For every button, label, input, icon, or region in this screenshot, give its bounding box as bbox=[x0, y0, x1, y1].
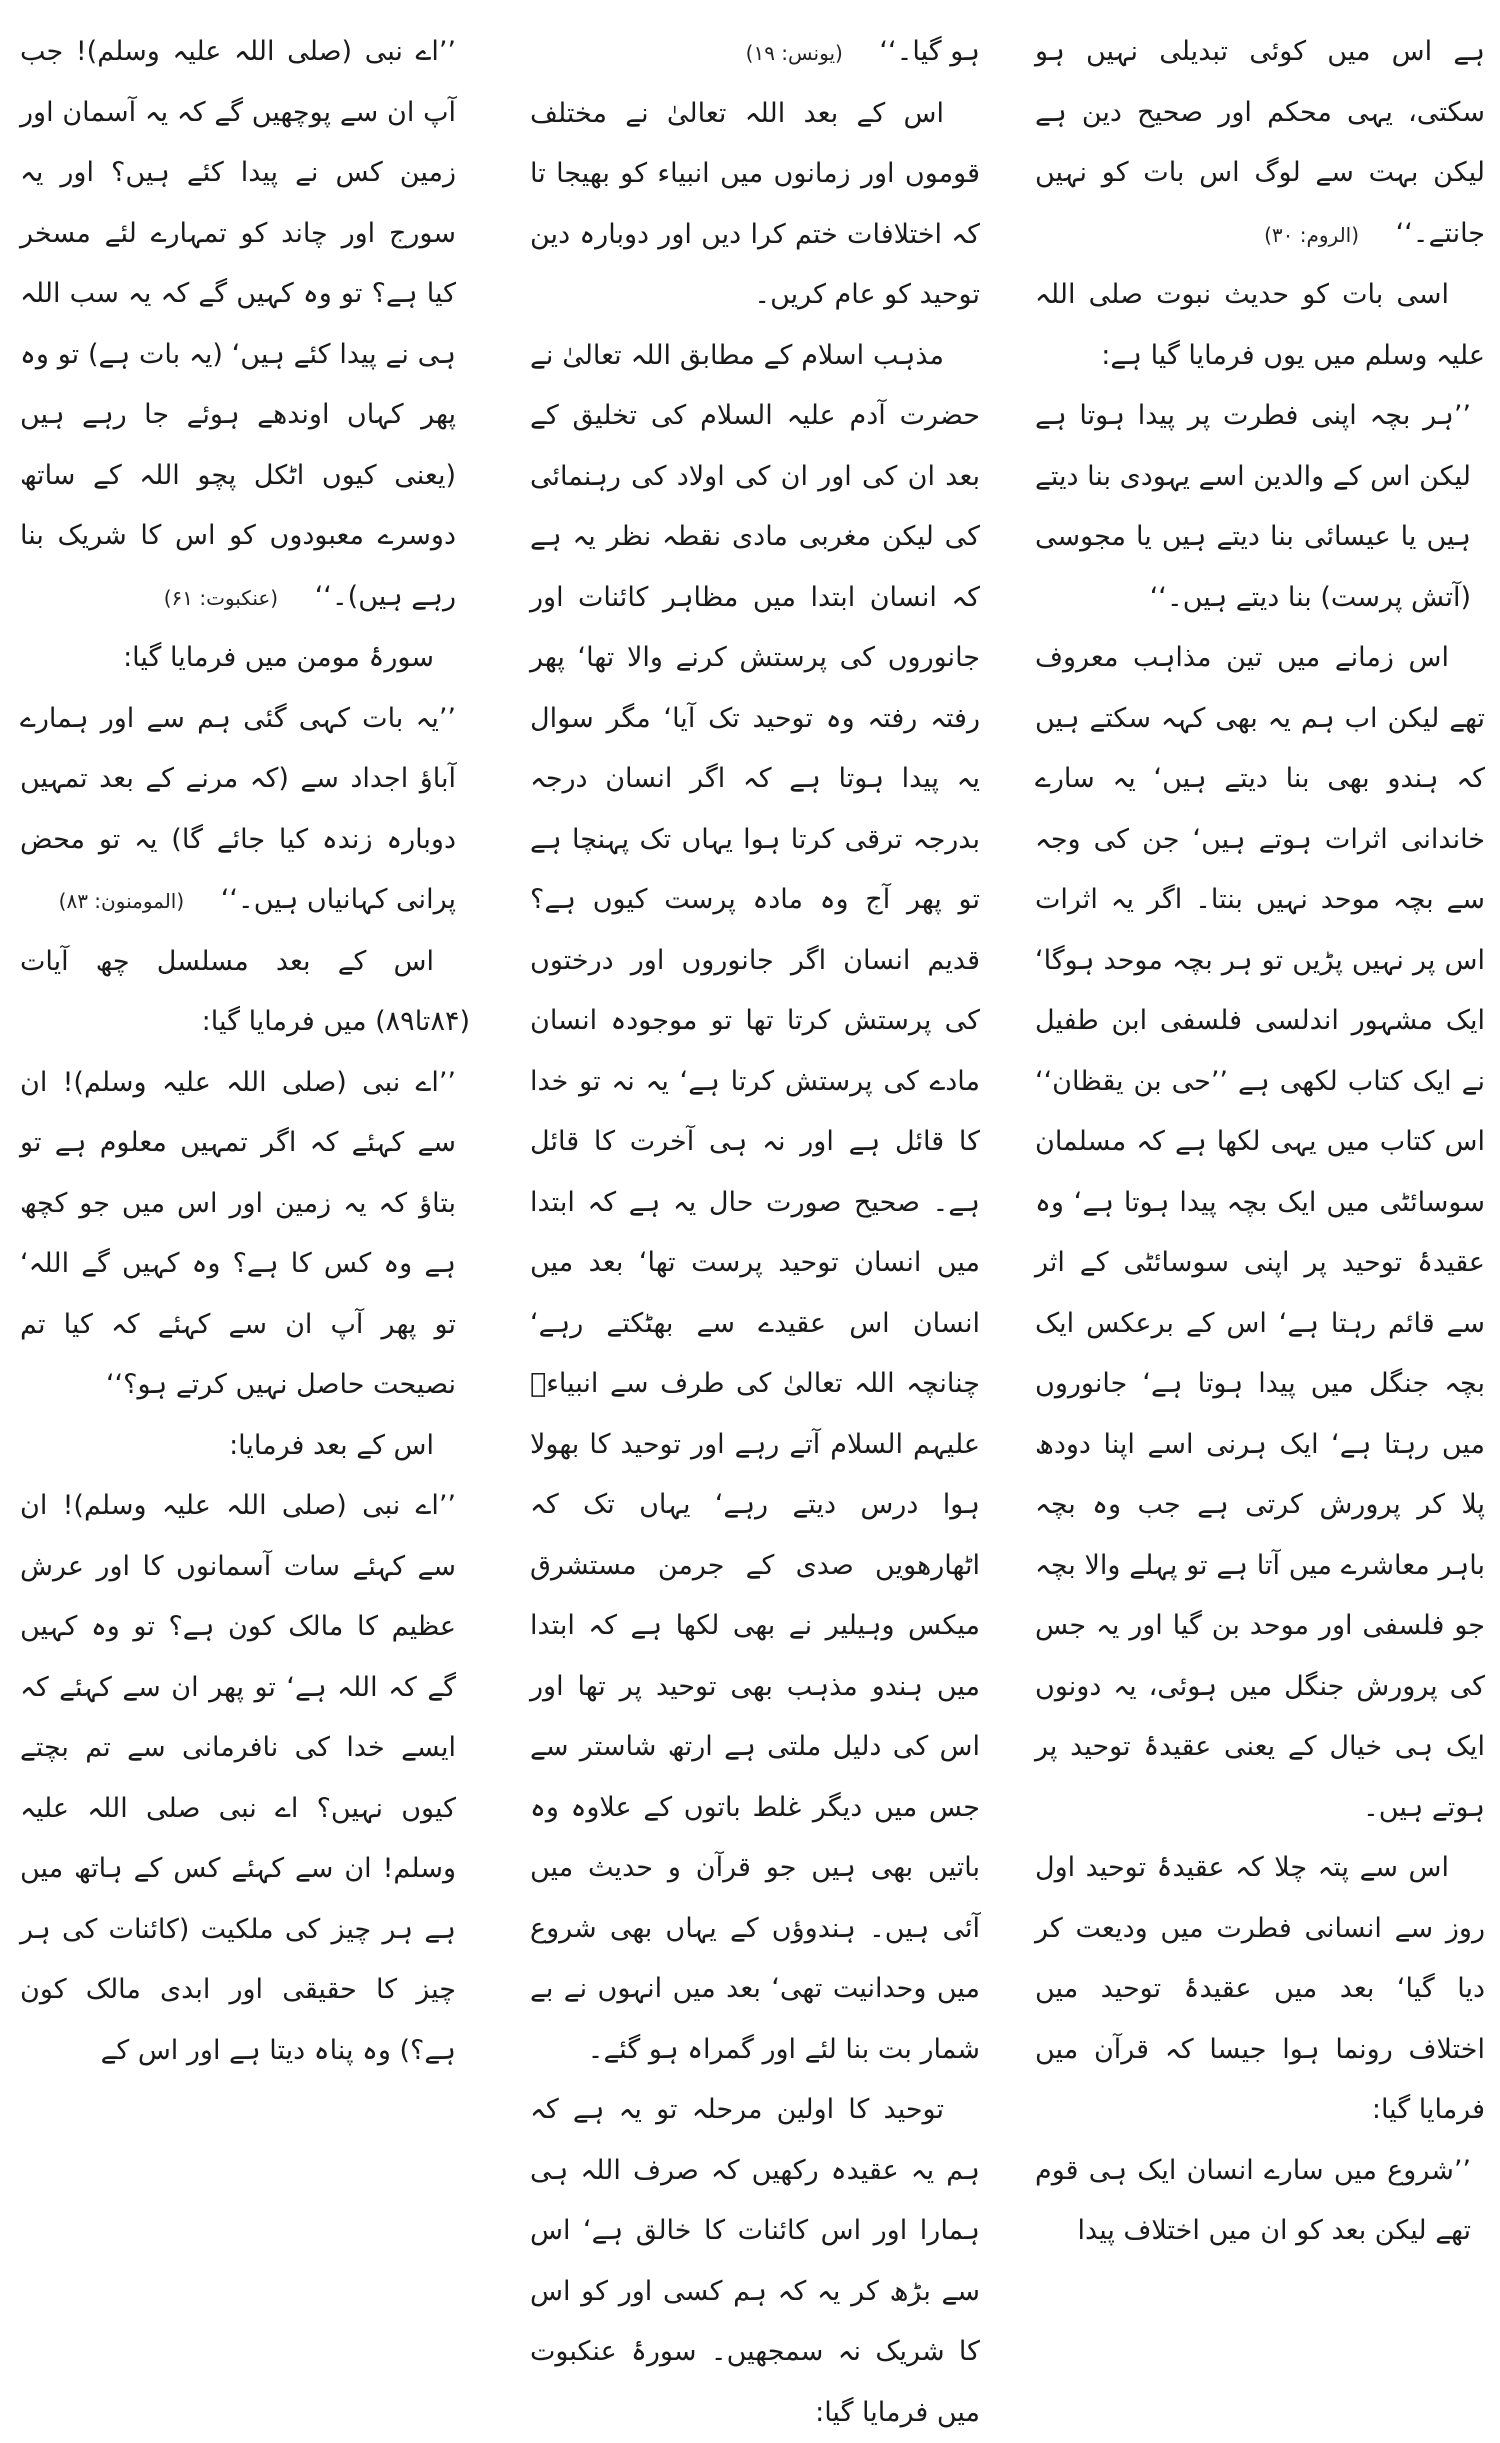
paragraph-text: ہو گیا۔‘‘ bbox=[879, 36, 980, 67]
paragraph-text: ہے اس میں کوئی تبدیلی نہیں ہو سکتی، یہی محکم اور صحیح دین ہے لیکن بہت سے لوگ اس بات کو نہیں جانتے۔‘‘ bbox=[1035, 36, 1485, 249]
paragraph-text: ’’ہر بچہ اپنی فطرت پر پیدا ہوتا ہے لیکن اس کے والدین اسے یہودی بنا دیتے ہیں یا عیسائی بنا دیتے ہیں یا مجوسی (آتش پرست) بنا دیتے ہیں۔‘‘ bbox=[1035, 400, 1471, 613]
paragraph-text: سورۂ مومن میں فرمایا گیا: bbox=[123, 642, 434, 673]
paragraph-text: اس زمانے میں تین مذاہب معروف تھے لیکن اب ہم یہ بھی کہہ سکتے ہیں کہ ہندو بھی بنا دیتے ہیں‘ یہ سارے خاندانی اثرات ہوتے ہیں‘ جن کی وجہ سے بچہ موحد نہیں بنتا۔ اگر یہ اثرات اس پر نہیں پڑیں تو ہر بچہ موحد ہوگا‘ ایک مشہور اندلسی فلسفی ابن طفیل نے ایک کتاب لکھی ہے ’’حی بن یقظان‘‘ اس کتاب میں یہی لکھا ہے کہ مسلمان سوسائٹی میں ایک بچہ پیدا ہوتا ہے‘ وہ عقیدۂ توحید پر اپنی سوسائٹی کے اثر سے قائم رہتا ہے‘ اس کے برعکس ایک بچہ جنگل میں پیدا ہوتا ہے‘ جانوروں میں رہتا ہے‘ ایک ہرنی اسے اپنا دودھ پلا کر پرورش کرتی ہے جب وہ بچہ باہر معاشرے میں آتا ہے تو پہلے والا بچہ جو فلسفی اور موحد بن گیا اور یہ جس کی پرورش جنگل میں ہوئی، یہ دونوں ایک ہی خیال کے یعنی عقیدۂ توحید پر ہوتے ہیں۔ bbox=[1035, 642, 1485, 1823]
quotation bbox=[20, 22, 470, 628]
paragraph-text: ’’اے نبی (صلی اللہ علیہ وسلم)! جب آپ ان سے پوچھیں گے کہ یہ آسمان اور زمین کس نے پیدا کئے ہیں؟ اور یہ سورج اور چاند کو تمہارے لئے مسخر کیا ہے؟ تو وہ کہیں گے کہ یہ سب اللہ ہی نے پیدا کئے ہیں‘ (یہ بات ہے) تو وہ پھر کہاں اوندھے ہوئے جا رہے ہیں (یعنی کیوں اٹکل پچو اللہ کے ساتھ دوسرے معبودوں کو اس کا شریک بنا رہے ہیں)۔‘‘ bbox=[20, 36, 457, 612]
paragraph bbox=[1035, 22, 1485, 265]
paragraph bbox=[20, 1416, 470, 1477]
paragraph-text: ’’شروع میں سارے انسان ایک ہی قوم تھے لیکن بعد کو ان میں اختلاف پیدا bbox=[1035, 2154, 1471, 2246]
paragraph bbox=[1035, 265, 1485, 386]
text-column-right bbox=[1035, 22, 1485, 2262]
text-column-middle bbox=[530, 22, 980, 2443]
verse-reference: (المومنون: ۸۳) bbox=[58, 889, 185, 913]
paragraph-text: توحید کا اولین مرحلہ تو یہ ہے کہ ہم یہ عقیدہ رکھیں کہ صرف اللہ ہی ہمارا اور اس کائنات کا خالق ہے‘ اس سے بڑھ کر یہ کہ ہم کسی اور کو اس کا شریک نہ سمجھیں۔ سورۂ عنکبوت میں فرمایا گیا: bbox=[530, 2094, 980, 2428]
quotation bbox=[20, 1053, 470, 1416]
quotation bbox=[1035, 2141, 1485, 2262]
paragraph-text: ’’اے نبی (صلی اللہ علیہ وسلم)! ان سے کہئے سات آسمانوں کا اور عرش عظیم کا مالک کون ہے؟ تو وہ کہیں گے کہ اللہ ہے‘ تو پھر ان سے کہئے کہ ایسے خدا کی نافرمانی سے تم بچتے کیوں نہیں؟ اے نبی صلی اللہ علیہ وسلم! ان سے کہئے کس کے ہاتھ میں ہے ہر چیز کی ملکیت (کائنات کی ہر چیز کا حقیقی اور ابدی مالک کون ہے؟) وہ پناہ دیتا ہے اور اس کے bbox=[20, 1490, 456, 2066]
verse-reference: (الروم: ۳۰) bbox=[1264, 222, 1360, 247]
verse-reference: (یونس: ۱۹) bbox=[745, 41, 843, 65]
quotation bbox=[20, 689, 470, 932]
paragraph bbox=[1035, 1838, 1485, 2141]
text-column-left bbox=[20, 22, 470, 2081]
verse-reference: (عنکبوت: ۶۱) bbox=[163, 585, 279, 610]
paragraph-text: ’’اے نبی (صلی اللہ علیہ وسلم)! ان سے کہئے کہ اگر تمہیں معلوم ہے تو بتاؤ کہ یہ زمین اور اس میں جو کچھ ہے وہ کس کا ہے؟ وہ کہیں گے اللہ‘ تو پھر آپ ان سے کہئے کہ کیا تم نصیحت حاصل نہیں کرتے ہو؟‘‘ bbox=[20, 1066, 456, 1400]
paragraph bbox=[530, 84, 980, 326]
paragraph-text: اس کے بعد فرمایا: bbox=[229, 1429, 434, 1461]
paragraph bbox=[530, 22, 980, 84]
paragraph bbox=[530, 2080, 980, 2443]
paragraph-text: ’’یہ بات کہی گئی ہم سے اور ہمارے آباؤ اجداد سے (کہ مرنے کے بعد تمہیں دوبارہ زندہ کیا جائے گا) یہ تو محض پرانی کہانیاں ہیں۔‘‘ bbox=[20, 702, 456, 915]
paragraph-text: اس سے پتہ چلا کہ عقیدۂ توحید اول روز سے انسانی فطرت میں ودیعت کر دیا گیا‘ بعد میں عقیدۂ توحید میں اختلاف رونما ہوا جیسا کہ قرآن میں فرمایا گیا: bbox=[1035, 1852, 1485, 2125]
paragraph-text: اس کے بعد مسلسل چھ آیات (۸۴تا۸۹) میں فرمایا گیا: bbox=[20, 945, 470, 1037]
paragraph-text: اس کے بعد اللہ تعالیٰ نے مختلف قوموں اور زمانوں میں انبیاء کو بھیجا تا کہ اختلافات ختم کرا دیں اور دوبارہ دین توحید کو عام کریں۔ bbox=[530, 97, 980, 310]
paragraph-text: مذہب اسلام کے مطابق اللہ تعالیٰ نے حضرت آدم علیہ السلام کی تخلیق کے بعد ان کی اور ان کی اولاد کی رہنمائی کی لیکن مغربی مادی نقطہ نظر یہ ہے کہ انسان ابتدا میں مظاہر کائنات اور جانوروں کی پرستش کرنے والا تھا‘ پھر رفتہ رفتہ وہ توحید تک آیا‘ مگر سوال یہ پیدا ہوتا ہے کہ اگر انسان درجہ بدرجہ ترقی کرتا ہوا یہاں تک پہنچا ہے تو پھر آج وہ مادہ پرست کیوں ہے؟ قدیم انسان اگر جانوروں اور درختوں کی پرستش کرتا تھا تو موجودہ انسان مادے کی پرستش کرتا ہے‘ یہ نہ تو خدا کا قائل ہے اور نہ ہی آخرت کا قائل ہے۔ صحیح صورت حال یہ ہے کہ ابتدا میں انسان توحید پرست تھا‘ بعد میں انسان اس عقیدے سے بھٹکتے رہے‘ چنانچہ اللہ تعالیٰ کی طرف سے انبیاءؑ علیہم السلام آتے رہے اور توحید کا بھولا ہوا درس دیتے رہے‘ یہاں تک کہ اٹھارھویں صدی کے جرمن مستشرق میکس وہیلیر نے بھی لکھا ہے کہ ابتدا میں ہندو مذہب بھی توحید پر تھا اور اس کی دلیل ملتی ہے ارتھ شاستر سے جس میں دیگر غلط باتوں کے علاوہ وہ باتیں بھی ہیں جو قرآن و حدیث میں آئی ہیں۔ ہندوؤں کے یہاں بھی شروع میں وحدانیت تھی‘ بعد میں انہوں نے بے شمار بت بنا لئے اور گمراہ ہو گئے۔ bbox=[530, 339, 980, 2065]
paragraph bbox=[530, 326, 980, 2081]
paragraph bbox=[1035, 628, 1485, 1838]
paragraph-text: اسی بات کو حدیث نبوت صلی اللہ علیہ وسلم میں یوں فرمایا گیا ہے: bbox=[1035, 279, 1485, 371]
quotation bbox=[20, 1476, 470, 2081]
quotation bbox=[1035, 386, 1485, 628]
paragraph bbox=[20, 932, 470, 1053]
paragraph bbox=[20, 628, 470, 689]
